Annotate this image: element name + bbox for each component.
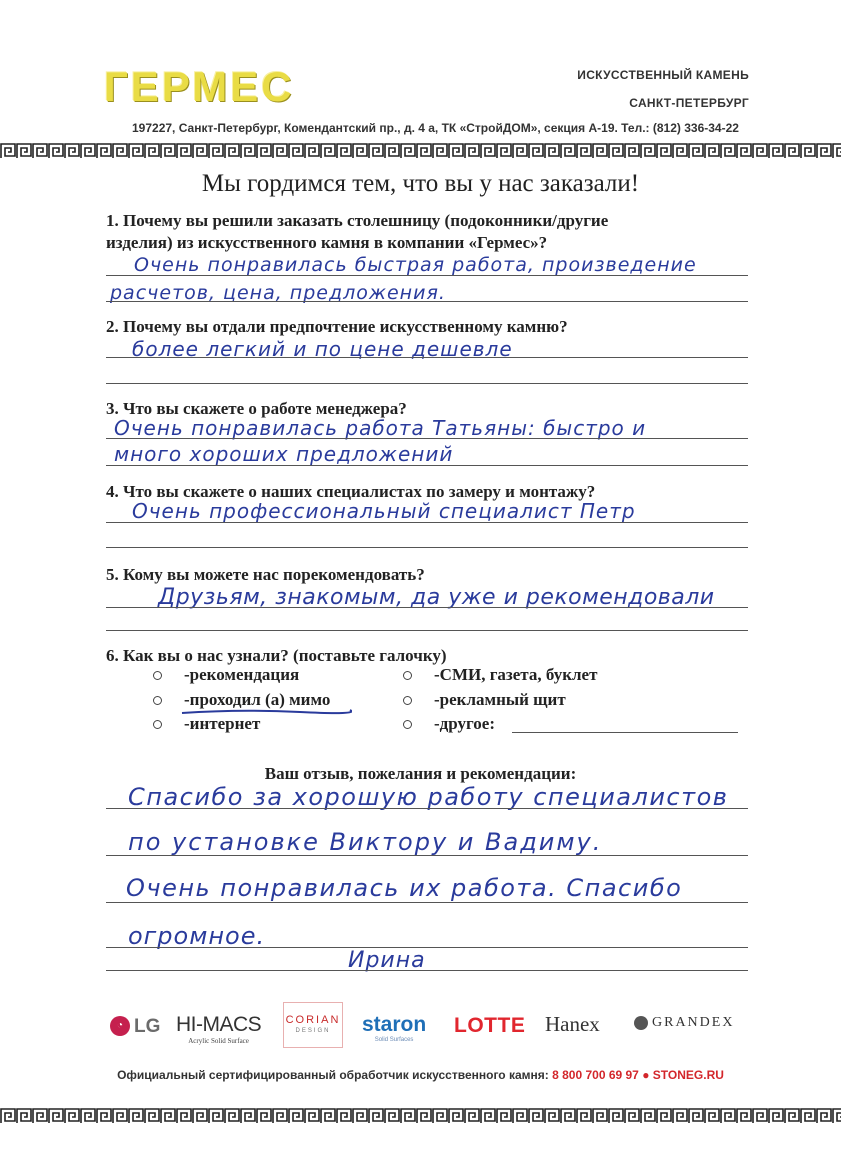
radio-circle-icon xyxy=(403,671,412,680)
answer-line xyxy=(106,547,748,548)
answer-line xyxy=(106,522,748,523)
radio-circle-icon xyxy=(153,720,162,729)
brand-grandex: GRANDEX xyxy=(634,1016,734,1030)
footer-bullet-icon: ● xyxy=(642,1068,650,1082)
radio-circle-icon xyxy=(153,696,162,705)
company-logo: ГЕРМЕС xyxy=(104,63,295,110)
header-tagline-1: ИСКУССТВЕННЫЙ КАМЕНЬ xyxy=(577,68,749,82)
question-3: 3. Что вы скажете о работе менеджера? xyxy=(106,399,407,418)
greek-border-top xyxy=(0,143,841,159)
option-media[interactable]: -СМИ, газета, буклет xyxy=(403,665,597,685)
brand-himacs: HI-MACS Acrylic Solid Surface xyxy=(176,1013,262,1045)
answer-line xyxy=(106,465,748,466)
company-address: 197227, Санкт-Петербург, Комендантский пр., д. 4 а, ТК «СтройДОМ», секция А-19. Тел.: (812) 336-34-22 xyxy=(132,121,739,135)
radio-circle-icon xyxy=(403,696,412,705)
brand-lg: ◔ LG xyxy=(110,1016,160,1036)
answer-line xyxy=(106,630,748,631)
option-recommendation[interactable]: -рекомендация xyxy=(153,665,299,685)
brand-hanex: Hanex xyxy=(545,1012,600,1036)
question-4: 4. Что вы скажете о наших специалистах по замеру и монтажу? xyxy=(106,482,596,501)
footer xyxy=(0,1068,841,1082)
question-6: 6. Как вы о нас узнали? (поставьте галочку) xyxy=(106,646,447,665)
answer-line xyxy=(106,438,748,439)
question-5: 5. Кому вы можете нас порекомендовать? xyxy=(106,565,425,584)
option-passed-by[interactable]: -проходил (а) мимо xyxy=(153,690,330,710)
other-field-line[interactable] xyxy=(512,732,738,733)
brand-lotte: LOTTE xyxy=(454,1014,526,1037)
feedback-line-1: Спасибо за хорошую работу специалистов xyxy=(128,783,729,811)
answer-line xyxy=(106,607,748,608)
answer-line xyxy=(106,357,748,358)
feedback-line xyxy=(106,902,748,903)
brand-corian: CORIAN DESIGN xyxy=(283,1002,343,1048)
footer-text: Официальный сертифицированный обработчик искусственного камня: xyxy=(117,1068,549,1082)
answer-line xyxy=(106,301,748,302)
answer-4-line-1: Очень профессиональный специалист Петр xyxy=(132,499,636,523)
question-2: 2. Почему вы отдали предпочтение искусственному камню? xyxy=(106,317,568,336)
grandex-logo-icon xyxy=(634,1016,648,1030)
option-internet[interactable]: -интернет xyxy=(153,714,260,734)
header-tagline-2: САНКТ-ПЕТЕРБУРГ xyxy=(629,96,749,110)
footer-phone[interactable]: 8 800 700 69 97 xyxy=(552,1068,639,1082)
feedback-line xyxy=(106,947,748,948)
feedback-title: Ваш отзыв, пожелания и рекомендации: xyxy=(264,764,577,783)
feedback-line-2: по установке Виктору и Вадиму. xyxy=(128,828,603,856)
option-other[interactable]: -другое: xyxy=(403,714,495,734)
brand-staron: staron Solid Surfaces xyxy=(362,1013,427,1043)
answer-3-line-2: много хороших предложений xyxy=(114,442,454,466)
answer-line xyxy=(106,383,748,384)
lg-logo-icon: ◔ xyxy=(110,1016,130,1036)
answer-3-line-1: Очень понравилась работа Татьяны: быстро и xyxy=(114,416,647,440)
page-title: Мы гордимся тем, что вы у нас заказали! xyxy=(201,170,640,197)
answer-1-line-2: расчетов, цена, предложения. xyxy=(110,282,446,304)
feedback-line xyxy=(106,855,748,856)
answer-5-line-1: Друзьям, знакомым, да уже и рекомендовали xyxy=(158,585,715,610)
feedback-line-4: огромное. xyxy=(128,922,266,950)
radio-circle-icon xyxy=(153,671,162,680)
greek-border-bottom xyxy=(0,1108,841,1124)
question-1: 1. Почему вы решили заказать столешницу (подоконники/другие изделия) из искусственного камня в компании «Гермес»? xyxy=(106,211,609,252)
feedback-line xyxy=(106,970,748,971)
answer-1-line-1: Очень понравилась быстрая работа, произведение xyxy=(134,254,697,276)
signature: Ирина xyxy=(348,948,426,973)
radio-circle-icon xyxy=(403,720,412,729)
answer-2-line-1: более легкий и по цене дешевле xyxy=(132,337,513,361)
footer-site-link[interactable]: STONEG.RU xyxy=(652,1068,724,1082)
option-billboard[interactable]: -рекламный щит xyxy=(403,690,566,710)
feedback-line-3: Очень понравилась их работа. Спасибо xyxy=(126,874,683,902)
answer-line xyxy=(106,275,748,276)
feedback-line xyxy=(106,808,748,809)
